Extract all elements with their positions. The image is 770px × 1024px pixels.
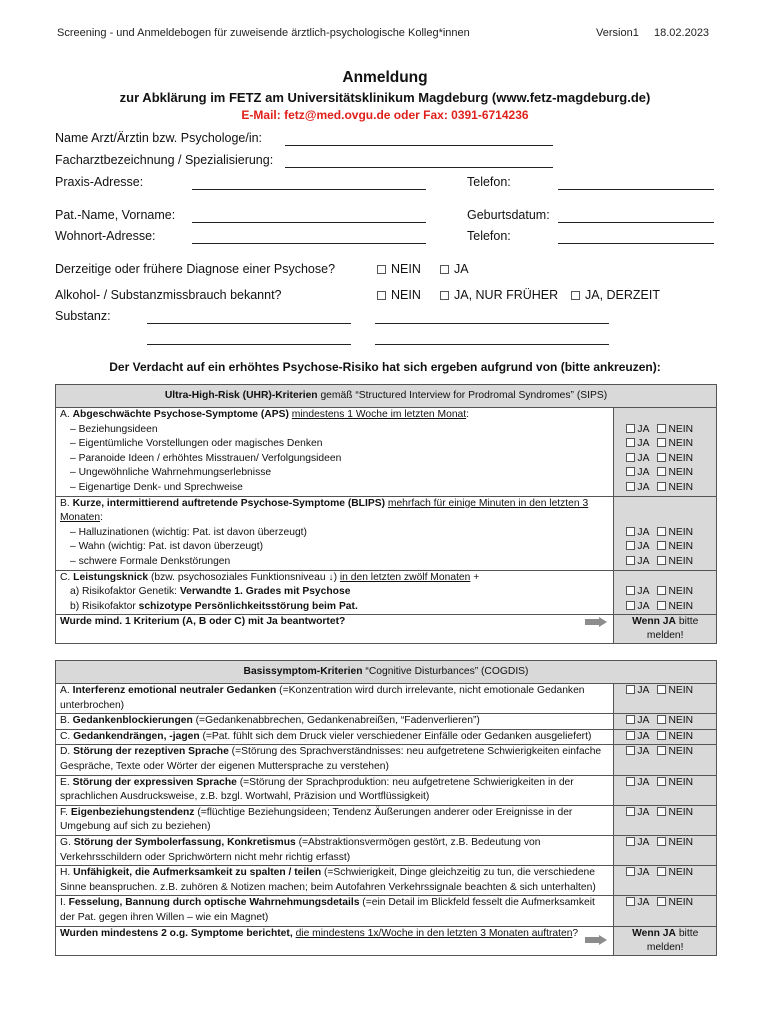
- checkbox[interactable]: [657, 777, 666, 786]
- checkbox[interactable]: [626, 746, 635, 755]
- alkohol-question: Alkohol- / Substanzmissbrauch bekannt?: [55, 288, 282, 302]
- cogdis-wenn-ja: Wenn JA bitte melden!: [614, 926, 717, 955]
- cogdis-f-answers: [614, 805, 717, 835]
- checkbox[interactable]: [440, 291, 449, 300]
- verdacht-heading: Der Verdacht auf ein erhöhtes Psychose-Risiko hat sich ergeben aufgrund von (bitte ankreuzen):: [109, 360, 661, 374]
- ja-nein-pair[interactable]: JA NEIN: [626, 806, 714, 821]
- checkbox[interactable]: [626, 541, 635, 550]
- checkbox[interactable]: [657, 897, 666, 906]
- diagnose-question: Derzeitige oder frühere Diagnose einer Psychose?: [55, 262, 336, 276]
- header-title: Screening - und Anmeldebogen für zuweisende ärztlich-psychologische Kolleg*innen: [57, 27, 470, 39]
- checkbox[interactable]: [626, 467, 635, 476]
- uhr-table-header: Ultra-High-Risk (UHR)-Kriterien gemäß “Structured Interview for Prodromal Syndromes” (SIPS): [56, 385, 717, 408]
- uhr-criterion-a: A. Abgeschwächte Psychose-Symptome (APS) mindestens 1 Woche im letzten Monat: – Beziehungsideen – Eigentümliche Vorstellungen oder magisches Denken – Paranoide Ideen / erhöhtes Misstrauen/ Verfolgungsideen – Ungewöhnliche Wahrnehmungserlebnisse – Eigenartige Denk- und Sprechweise: [56, 408, 614, 497]
- cogdis-criterion-h: H. Unfähigkeit, die Aufmerksamkeit zu spalten / teilen (=Schwierigkeit, Dinge gleichzeitig zu tun, die verschiedene Sinne beanspruchen. z.B. zuhören & Notizen machen; beim Autofahren Verkehrssignale beachten & sich unterhalten): [56, 866, 614, 896]
- header-version: Version1: [596, 27, 639, 39]
- substanz-field-1[interactable]: [147, 323, 351, 324]
- substanz-field-2[interactable]: [375, 323, 609, 324]
- cogdis-final-question: Wurden mindestens 2 o.g. Symptome berichtet, die mindestens 1x/Woche in den letzten 3 Monaten auftraten?: [56, 926, 614, 955]
- ja-nein-pair[interactable]: JA NEIN: [626, 714, 714, 729]
- geburtsdatum-field[interactable]: [558, 222, 714, 223]
- uhr-c-answers: [614, 570, 717, 615]
- checkbox[interactable]: [657, 715, 666, 724]
- cogdis-criterion-i: I. Fesselung, Bannung durch optische Wahrnehmungsdetails (=ein Detail im Blickfeld fesselt die Aufmerksamkeit der Pat. gegen ihren Willen – wie ein Magnet): [56, 896, 614, 926]
- page-title: Anmeldung: [342, 69, 428, 86]
- arrow-right-icon: [585, 935, 607, 945]
- checkbox[interactable]: [626, 438, 635, 447]
- uhr-a-answers: [614, 408, 717, 497]
- ja-nein-pair[interactable]: JA NEIN: [626, 466, 714, 481]
- checkbox[interactable]: [626, 556, 635, 565]
- checkbox[interactable]: [626, 837, 635, 846]
- diagnose-ja-option[interactable]: JA: [440, 262, 469, 276]
- checkbox[interactable]: [657, 867, 666, 876]
- cogdis-g-answers: [614, 835, 717, 865]
- page-subtitle: zur Abklärung im FETZ am Universitätsklinikum Magdeburg (www.fetz-magdeburg.de): [119, 90, 651, 105]
- ja-nein-pair[interactable]: JA NEIN: [626, 836, 714, 851]
- uhr-criterion-c: C. Leistungsknick (bzw. psychosoziales Funktionsniveau ↓) in den letzten zwölf Monaten + a) Risikofaktor Genetik: Verwandte 1. Grades mit Psychose b) Risikofaktor schizotype Persönlichkeitsstörung beim Pat.: [56, 570, 614, 615]
- arzt-field[interactable]: [285, 145, 553, 146]
- list-item: – Beziehungsideen: [70, 423, 158, 435]
- checkbox[interactable]: [626, 601, 635, 610]
- substanz-label: Substanz:: [55, 309, 111, 323]
- checkbox[interactable]: [657, 807, 666, 816]
- checkbox[interactable]: [657, 541, 666, 550]
- cogdis-criterion-c: C. Gedankendrängen, -jagen (=Pat. fühlt sich dem Druck vieler verschiedener Einfälle oder Gedanken ausgeliefert): [56, 729, 614, 745]
- list-item: – Eigenartige Denk- und Sprechweise: [70, 481, 243, 493]
- telefon2-label: Telefon:: [467, 229, 511, 243]
- checkbox[interactable]: [657, 424, 666, 433]
- checkbox[interactable]: [626, 482, 635, 491]
- cogdis-b-answers: [614, 714, 717, 730]
- list-item: – Paranoide Ideen / erhöhtes Misstrauen/ Verfolgungsideen: [70, 452, 342, 464]
- checkbox[interactable]: [657, 731, 666, 740]
- ja-nein-pair[interactable]: JA NEIN: [626, 745, 714, 760]
- ja-nein-pair[interactable]: JA NEIN: [626, 866, 714, 881]
- ja-nein-pair[interactable]: JA NEIN: [626, 776, 714, 791]
- checkbox[interactable]: [626, 807, 635, 816]
- checkbox[interactable]: [657, 556, 666, 565]
- checkbox[interactable]: [626, 586, 635, 595]
- ja-nein-pair[interactable]: JA NEIN: [626, 555, 714, 570]
- checkbox[interactable]: [626, 867, 635, 876]
- cogdis-h-answers: [614, 866, 717, 896]
- patname-field[interactable]: [192, 222, 426, 223]
- list-item: – schwere Formale Denkstörungen: [70, 555, 231, 567]
- praxis-label: Praxis-Adresse:: [55, 175, 144, 189]
- ja-nein-pair[interactable]: JA NEIN: [626, 585, 714, 600]
- contact-line: E-Mail: fetz@med.ovgu.de oder Fax: 0391-6714236: [241, 108, 529, 122]
- checkbox[interactable]: [626, 527, 635, 536]
- cogdis-table-header: Basissymptom-Kriterien “Cognitive Disturbances” (COGDIS): [56, 661, 717, 684]
- checkbox[interactable]: [377, 291, 386, 300]
- ja-nein-pair[interactable]: JA NEIN: [626, 730, 714, 745]
- uhr-final-question: Wurde mind. 1 Kriterium (A, B oder C) mit Ja beantwortet?: [56, 615, 614, 644]
- uhr-table: [55, 384, 717, 644]
- checkbox[interactable]: [626, 731, 635, 740]
- checkbox[interactable]: [657, 527, 666, 536]
- checkbox[interactable]: [657, 586, 666, 595]
- checkbox[interactable]: [657, 453, 666, 462]
- geburtsdatum-label: Geburtsdatum:: [467, 208, 550, 222]
- diagnose-nein-option[interactable]: NEIN: [377, 262, 421, 276]
- cogdis-criterion-d: D. Störung der rezeptiven Sprache (=Störung des Sprachverständnisses: neu aufgetretene Schwierigkeiten einfache Gespräche, Texte oder Wörter der eigenen Muttersprache zu verstehen): [56, 745, 614, 775]
- ja-nein-pair[interactable]: JA NEIN: [626, 481, 714, 496]
- cogdis-criterion-f: F. Eigenbeziehungstendenz (=flüchtige Beziehungsideen; Tendenz Äußerungen anderer oder Ereignisse in der Umgebung auf sich zu beziehen): [56, 805, 614, 835]
- checkbox[interactable]: [657, 467, 666, 476]
- cogdis-criterion-a: A. Interferenz emotional neutraler Gedanken (=Konzentration wird durch irrelevante, nicht emotionale Gedanken unterbrochen): [56, 684, 614, 714]
- checkbox[interactable]: [657, 837, 666, 846]
- wohnort-label: Wohnort-Adresse:: [55, 229, 156, 243]
- cogdis-c-answers: [614, 729, 717, 745]
- cogdis-e-answers: [614, 775, 717, 805]
- list-item: – Halluzinationen (wichtig: Pat. ist davon überzeugt): [70, 526, 307, 538]
- telefon-field[interactable]: [558, 189, 714, 190]
- telefon2-field[interactable]: [558, 243, 714, 244]
- facharzt-label: Facharztbezeichnung / Spezialisierung:: [55, 153, 274, 167]
- cogdis-a-answers: [614, 684, 717, 714]
- ja-nein-pair[interactable]: JA NEIN: [626, 526, 714, 541]
- wohnort-field[interactable]: [192, 243, 426, 244]
- cogdis-criterion-e: E. Störung der expressiven Sprache (=Störung der Sprachproduktion: neu aufgetretene Schwierigkeiten in der sprachlichen Ausdrucksweise, z.B. bzgl. Wortwahl, Präzision und Wortflüssigkeit): [56, 775, 614, 805]
- checkbox[interactable]: [657, 685, 666, 694]
- substanz-field-4[interactable]: [375, 344, 609, 345]
- ja-nein-pair[interactable]: JA NEIN: [626, 437, 714, 452]
- ja-nein-pair[interactable]: JA NEIN: [626, 600, 714, 615]
- checkbox[interactable]: [657, 746, 666, 755]
- checkbox[interactable]: [377, 265, 386, 274]
- telefon-label: Telefon:: [467, 175, 511, 189]
- list-item: – Eigentümliche Vorstellungen oder magisches Denken: [70, 438, 323, 450]
- ja-nein-pair[interactable]: JA NEIN: [626, 540, 714, 555]
- praxis-field[interactable]: [192, 189, 426, 190]
- uhr-criterion-b: B. Kurze, intermittierend auftretende Psychose-Symptome (BLIPS) mehrfach für einige Minuten in den letzten 3 Monaten: – Halluzinationen (wichtig: Pat. ist davon überzeugt) – Wahn (wichtig: Pat. ist davon überzeugt) – schwere Formale Denkstörungen: [56, 496, 614, 570]
- checkbox[interactable]: [626, 897, 635, 906]
- alkohol-derzeit-option[interactable]: JA, DERZEIT: [571, 288, 660, 302]
- header-date: 18.02.2023: [654, 27, 710, 39]
- checkbox[interactable]: [657, 438, 666, 447]
- checkbox[interactable]: [657, 482, 666, 491]
- cogdis-criterion-g: G. Störung der Symbolerfassung, Konkretismus (=Abstraktionsvermögen gestört, z.B. Bedeutung von Verkehrsschildern oder Sprichwörtern nicht mehr richtig erfasst): [56, 835, 614, 865]
- ja-nein-pair[interactable]: JA NEIN: [626, 684, 714, 699]
- substanz-field-3[interactable]: [147, 344, 351, 345]
- checkbox[interactable]: [626, 685, 635, 694]
- ja-nein-pair[interactable]: JA NEIN: [626, 423, 714, 438]
- checkbox[interactable]: [626, 777, 635, 786]
- cogdis-i-answers: [614, 896, 717, 926]
- list-item: – Ungewöhnliche Wahrnehmungserlebnisse: [70, 467, 272, 479]
- uhr-wenn-ja: Wenn JA bitte melden!: [614, 615, 717, 644]
- patname-label: Pat.-Name, Vorname:: [55, 208, 176, 222]
- checkbox[interactable]: [571, 291, 580, 300]
- cogdis-criterion-b: B. Gedankenblockierungen (=Gedankenabbrechen, Gedankenabreißen, “Fadenverlieren”): [56, 714, 614, 730]
- cogdis-d-answers: [614, 745, 717, 775]
- ja-nein-pair[interactable]: JA NEIN: [626, 452, 714, 467]
- arzt-label: Name Arzt/Ärztin bzw. Psychologe/in:: [55, 131, 263, 145]
- checkbox[interactable]: [626, 715, 635, 724]
- ja-nein-pair[interactable]: JA NEIN: [626, 896, 714, 911]
- checkbox[interactable]: [626, 453, 635, 462]
- list-item: – Wahn (wichtig: Pat. ist davon überzeugt): [70, 541, 264, 553]
- uhr-b-answers: [614, 496, 717, 570]
- arrow-right-icon: [585, 617, 607, 627]
- alkohol-frueher-option[interactable]: JA, NUR FRÜHER: [440, 288, 558, 302]
- alkohol-nein-option[interactable]: NEIN: [377, 288, 421, 302]
- facharzt-field[interactable]: [285, 167, 553, 168]
- checkbox[interactable]: [440, 265, 449, 274]
- checkbox[interactable]: [657, 601, 666, 610]
- checkbox[interactable]: [626, 424, 635, 433]
- cogdis-table: [55, 660, 717, 956]
